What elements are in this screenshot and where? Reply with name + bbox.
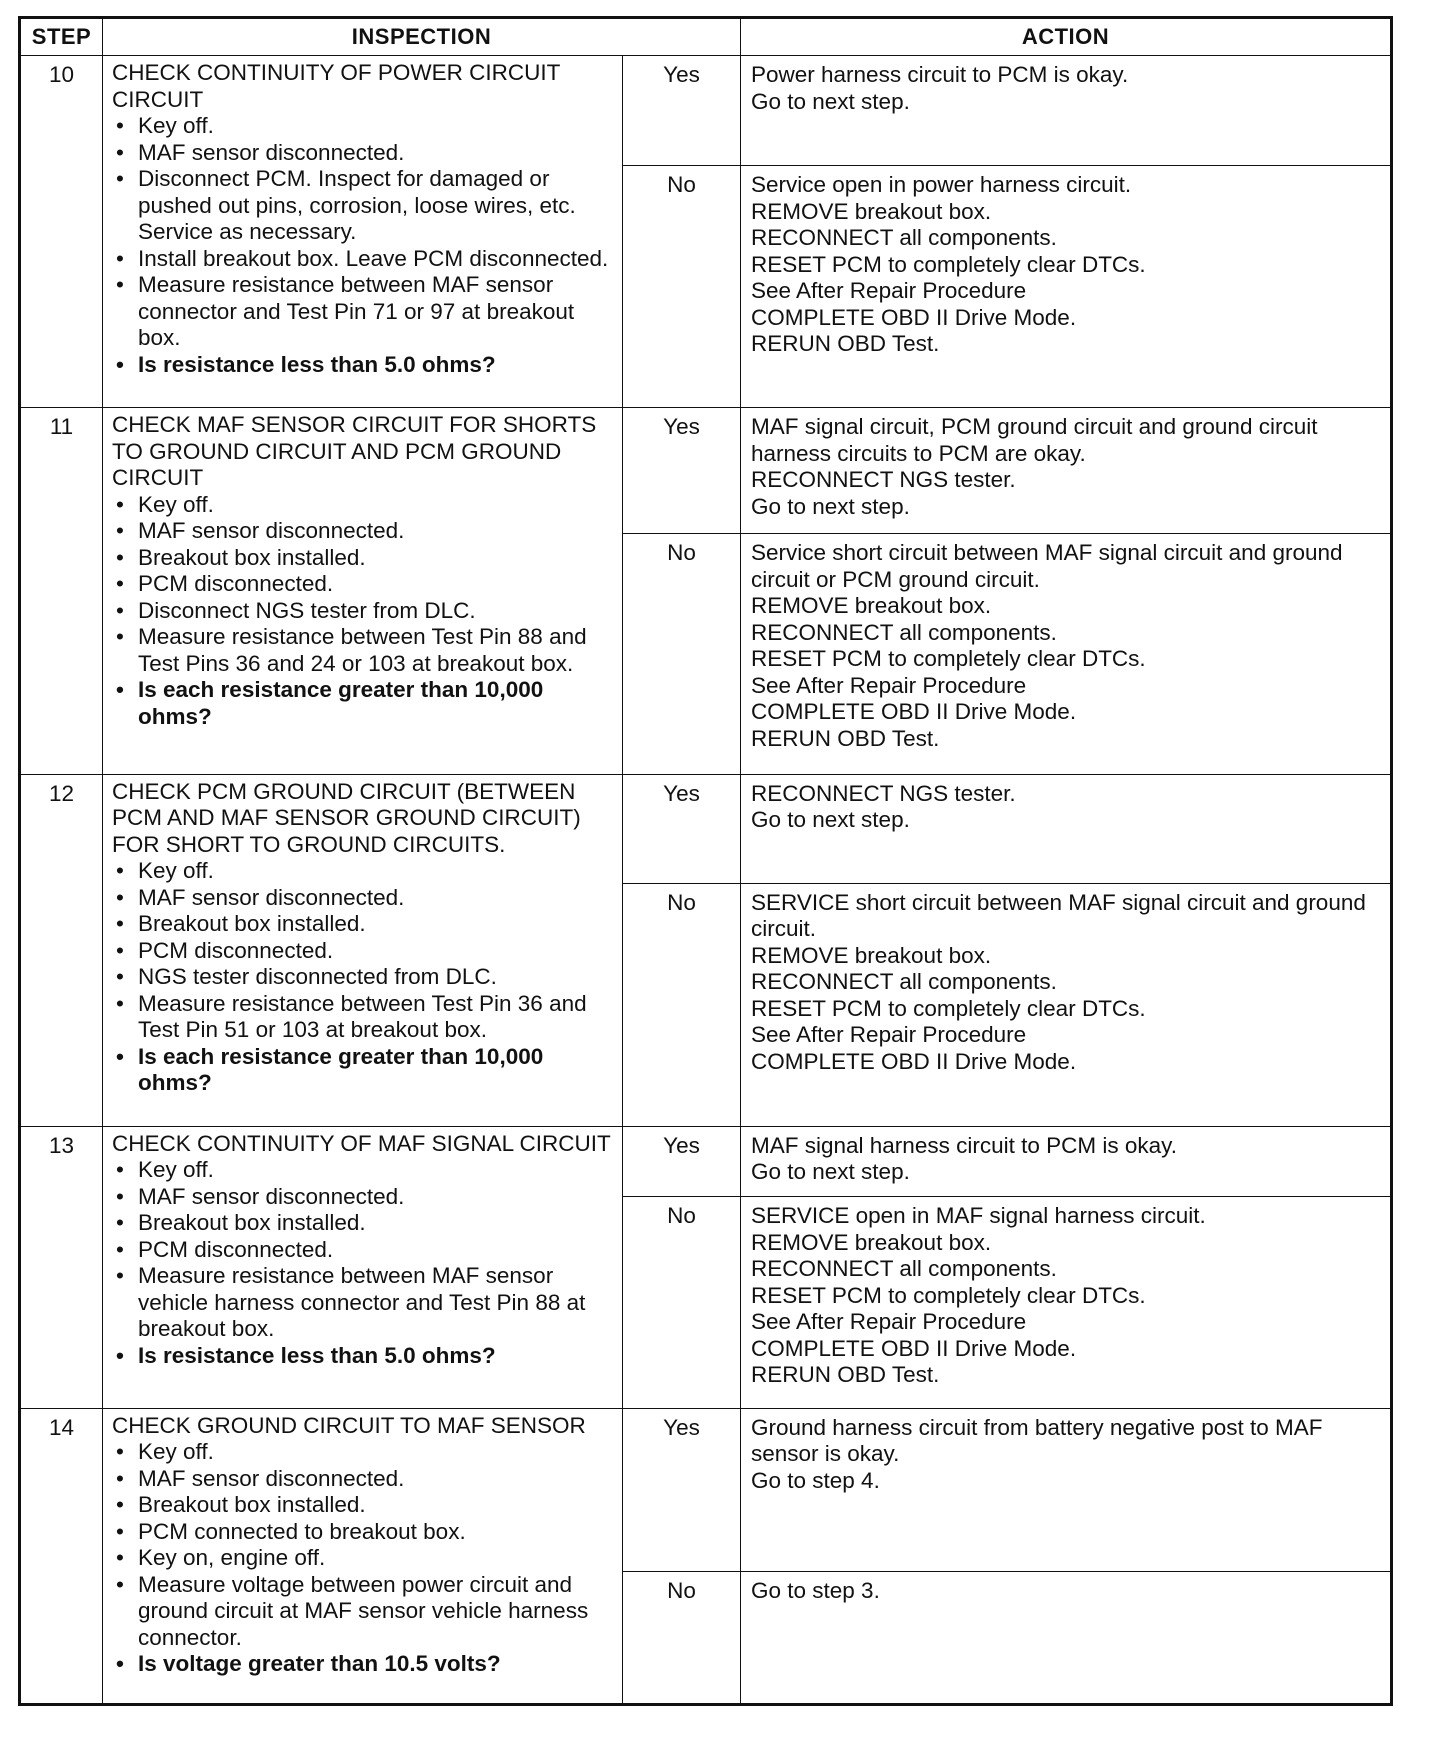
bullet-text: Breakout box installed.: [138, 544, 366, 570]
inspection-title: CHECK CONTINUITY OF POWER CIRCUIT CIRCUIT: [112, 60, 560, 112]
bullet-text: PCM disconnected.: [138, 571, 334, 597]
bullet-glyph: •: [116, 1183, 124, 1209]
action-yes-cell: [741, 774, 1391, 883]
step-row-yes: [21, 408, 1391, 534]
bullet-text: MAF sensor disconnected.: [138, 139, 405, 165]
bullet-text: Key off.: [138, 1439, 214, 1465]
bullet-text: Measure resistance between Test Pin 36 and Test Pin 51 or 103 at breakout box.: [138, 990, 587, 1043]
table-header-row: [21, 19, 1391, 56]
bullet-text: PCM connected to breakout box.: [138, 1518, 466, 1544]
action-line: RECONNECT all components.: [751, 969, 1057, 995]
bullet-glyph: •: [116, 113, 124, 138]
action-line: RECONNECT all components.: [751, 225, 1057, 251]
action-line: COMPLETE OBD II Drive Mode.: [751, 1335, 1077, 1361]
inspection-title: CHECK GROUND CIRCUIT TO MAF SENSOR: [112, 1412, 586, 1438]
bullet-glyph: •: [116, 1651, 124, 1677]
inspection-bullet-item: [112, 113, 612, 140]
inspection-bullet-item: [112, 272, 612, 352]
question-text: Is each resistance greater than 10,000 ohms?: [138, 677, 544, 729]
bullet-text: Measure voltage between power circuit and ground circuit at MAF sensor vehicle harness connector.: [138, 1571, 589, 1650]
action-yes-cell: [741, 408, 1391, 534]
bullet-text: Key off.: [138, 858, 214, 884]
action-no-cell: [741, 166, 1391, 408]
action-line: Service open in power harness circuit.: [751, 172, 1132, 198]
bullet-glyph: •: [116, 990, 124, 1016]
inspection-title: CHECK CONTINUITY OF MAF SIGNAL CIRCUIT: [112, 1130, 611, 1156]
inspection-bullet-item: [112, 571, 612, 598]
answer-yes-label: Yes: [623, 408, 741, 534]
inspection-bullet-item: [112, 598, 612, 625]
answer-no-label: No: [623, 1197, 741, 1409]
action-line: REMOVE breakout box.: [751, 198, 992, 224]
action-yes-cell: [741, 1126, 1391, 1196]
bullet-text: Key off.: [138, 491, 214, 517]
action-line: Ground harness circuit from battery negative post to MAF sensor is okay.: [751, 1414, 1323, 1467]
bullet-glyph: •: [116, 1263, 124, 1289]
bullet-text: PCM disconnected.: [138, 1236, 334, 1262]
diagnostic-table-frame: [18, 16, 1393, 1706]
action-no-cell: [741, 1572, 1391, 1704]
inspection-cell: [103, 408, 623, 774]
inspection-cell: [103, 56, 623, 408]
action-line: Service short circuit between MAF signal circuit and ground circuit or PCM ground circuit.: [751, 540, 1343, 592]
action-line: See After Repair Procedure: [751, 278, 1027, 304]
inspection-bullet-item: [112, 964, 612, 991]
step-row-yes: [21, 56, 1391, 166]
inspection-bullet-item: [112, 1210, 612, 1237]
action-line: RECONNECT all components.: [751, 619, 1057, 645]
inspection-bullet-item: [112, 492, 612, 519]
bullet-text: MAF sensor disconnected.: [138, 1465, 405, 1491]
action-line: RERUN OBD Test.: [751, 331, 940, 357]
action-line: See After Repair Procedure: [751, 1022, 1027, 1048]
bullet-glyph: •: [116, 571, 124, 597]
bullet-glyph: •: [116, 544, 124, 570]
step-row-yes: [21, 774, 1391, 883]
bullet-text: Install breakout box. Leave PCM disconnected.: [138, 245, 609, 271]
inspection-bullet-item: [112, 1184, 612, 1211]
inspection-question: [112, 1343, 612, 1370]
bullet-glyph: •: [116, 1157, 124, 1183]
inspection-bullet-item: [112, 624, 612, 677]
action-line: RERUN OBD Test.: [751, 1362, 940, 1387]
inspection-question: [112, 677, 612, 730]
bullet-glyph: •: [116, 1571, 124, 1597]
inspection-bullet-item: [112, 1157, 612, 1184]
inspection-bullet-list: [112, 492, 612, 731]
inspection-bullet-item: [112, 938, 612, 965]
bullet-text: MAF sensor disconnected.: [138, 518, 405, 544]
answer-yes-label: Yes: [623, 56, 741, 166]
bullet-text: Measure resistance between MAF sensor vehicle harness connector and Test Pin 88 at breakout box.: [138, 1263, 586, 1342]
question-text: Is each resistance greater than 10,000 ohms?: [138, 1043, 544, 1096]
answer-no-label: No: [623, 534, 741, 774]
header-step: STEP: [21, 19, 103, 56]
bullet-glyph: •: [116, 911, 124, 937]
action-line: RECONNECT NGS tester.: [751, 780, 1016, 806]
inspection-bullet-list: [112, 1439, 612, 1678]
step-number: 13: [21, 1126, 103, 1408]
bullet-text: Key off.: [138, 1157, 214, 1183]
action-line: REMOVE breakout box.: [751, 942, 992, 968]
action-line: SERVICE open in MAF signal harness circuit.: [751, 1203, 1206, 1228]
bullet-text: NGS tester disconnected from DLC.: [138, 964, 497, 990]
inspection-bullet-list: [112, 113, 612, 378]
step-number: 12: [21, 774, 103, 1126]
inspection-bullet-item: [112, 911, 612, 938]
bullet-glyph: •: [116, 964, 124, 990]
bullet-text: Measure resistance between MAF sensor connector and Test Pin 71 or 97 at breakout box.: [138, 272, 575, 350]
action-no-cell: [741, 534, 1391, 774]
bullet-glyph: •: [116, 677, 124, 703]
answer-yes-label: Yes: [623, 1408, 741, 1572]
bullet-glyph: •: [116, 597, 124, 623]
question-text: Is resistance less than 5.0 ohms?: [138, 351, 496, 377]
bullet-glyph: •: [116, 1492, 124, 1518]
inspection-cell: [103, 1126, 623, 1408]
action-line: Go to step 3.: [751, 1578, 880, 1604]
action-line: RESET PCM to completely clear DTCs.: [751, 646, 1146, 672]
inspection-bullet-item: [112, 1263, 612, 1343]
step-number: 11: [21, 408, 103, 774]
action-line: Go to next step.: [751, 1159, 910, 1185]
inspection-bullet-list: [112, 858, 612, 1097]
inspection-bullet-list: [112, 1157, 612, 1369]
answer-no-label: No: [623, 1572, 741, 1704]
action-line: RESET PCM to completely clear DTCs.: [751, 251, 1146, 277]
action-line: REMOVE breakout box.: [751, 593, 992, 619]
bullet-glyph: •: [116, 491, 124, 517]
bullet-glyph: •: [116, 1342, 124, 1368]
action-line: COMPLETE OBD II Drive Mode.: [751, 1048, 1077, 1074]
bullet-glyph: •: [116, 351, 124, 377]
bullet-text: Breakout box installed.: [138, 1492, 366, 1518]
action-line: See After Repair Procedure: [751, 1309, 1027, 1334]
inspection-cell: [103, 774, 623, 1126]
inspection-bullet-item: [112, 518, 612, 545]
bullet-glyph: •: [116, 1465, 124, 1491]
bullet-text: Disconnect NGS tester from DLC.: [138, 597, 476, 623]
inspection-bullet-item: [112, 858, 612, 885]
bullet-glyph: •: [116, 624, 124, 650]
bullet-text: MAF sensor disconnected.: [138, 1183, 405, 1209]
bullet-glyph: •: [116, 1210, 124, 1236]
bullet-text: MAF sensor disconnected.: [138, 884, 405, 910]
bullet-glyph: •: [116, 245, 124, 271]
action-line: Go to next step.: [751, 88, 910, 114]
answer-no-label: No: [623, 166, 741, 408]
bullet-glyph: •: [116, 858, 124, 884]
action-line: REMOVE breakout box.: [751, 1229, 992, 1255]
header-action: ACTION: [741, 19, 1391, 56]
bullet-text: Breakout box installed.: [138, 1210, 366, 1236]
answer-yes-label: Yes: [623, 1126, 741, 1196]
action-line: COMPLETE OBD II Drive Mode.: [751, 304, 1077, 330]
inspection-question: [112, 1044, 612, 1097]
inspection-bullet-item: [112, 1572, 612, 1652]
action-line: SERVICE short circuit between MAF signal circuit and ground circuit.: [751, 889, 1366, 942]
bullet-glyph: •: [116, 139, 124, 165]
question-text: Is voltage greater than 10.5 volts?: [138, 1651, 501, 1677]
bullet-glyph: •: [116, 1439, 124, 1465]
inspection-cell: [103, 1408, 623, 1703]
inspection-title: CHECK PCM GROUND CIRCUIT (BETWEEN PCM AND MAF SENSOR GROUND CIRCUIT) FOR SHORT TO GROUND CIRCUITS.: [112, 778, 581, 857]
action-line: Go to next step.: [751, 807, 910, 833]
bullet-glyph: •: [116, 166, 124, 191]
action-yes-cell: [741, 1408, 1391, 1572]
bullet-text: Disconnect PCM. Inspect for damaged or pushed out pins, corrosion, loose wires, etc. Service as necessary.: [138, 166, 576, 244]
step-row-yes: [21, 1126, 1391, 1196]
bullet-text: PCM disconnected.: [138, 937, 334, 963]
inspection-bullet-item: [112, 1519, 612, 1546]
inspection-bullet-item: [112, 1439, 612, 1466]
inspection-bullet-item: [112, 246, 612, 273]
inspection-bullet-item: [112, 991, 612, 1044]
answer-no-label: No: [623, 883, 741, 1126]
bullet-glyph: •: [116, 518, 124, 544]
bullet-glyph: •: [116, 1236, 124, 1262]
action-line: MAF signal harness circuit to PCM is okay.: [751, 1132, 1177, 1158]
inspection-question: [112, 1651, 612, 1678]
inspection-bullet-item: [112, 1492, 612, 1519]
question-text: Is resistance less than 5.0 ohms?: [138, 1342, 496, 1368]
inspection-title: CHECK MAF SENSOR CIRCUIT FOR SHORTS TO GROUND CIRCUIT AND PCM GROUND CIRCUIT: [112, 412, 597, 491]
table-body: [21, 56, 1391, 1704]
action-line: RECONNECT all components.: [751, 1256, 1057, 1281]
action-no-cell: [741, 1197, 1391, 1409]
step-number: 14: [21, 1408, 103, 1703]
bullet-text: Key on, engine off.: [138, 1545, 326, 1571]
answer-yes-label: Yes: [623, 774, 741, 883]
bullet-glyph: •: [116, 937, 124, 963]
bullet-text: Measure resistance between Test Pin 88 and Test Pins 36 and 24 or 103 at breakout box.: [138, 624, 587, 676]
bullet-text: Key off.: [138, 113, 214, 138]
inspection-bullet-item: [112, 140, 612, 167]
inspection-bullet-item: [112, 545, 612, 572]
bullet-glyph: •: [116, 1545, 124, 1571]
action-no-cell: [741, 883, 1391, 1126]
header-inspection: INSPECTION: [103, 19, 741, 56]
inspection-question: [112, 352, 612, 379]
step-row-yes: [21, 1408, 1391, 1572]
bullet-glyph: •: [116, 1043, 124, 1069]
action-line: RECONNECT NGS tester.: [751, 467, 1016, 493]
action-line: RESET PCM to completely clear DTCs.: [751, 1282, 1146, 1308]
bullet-glyph: •: [116, 1518, 124, 1544]
inspection-bullet-item: [112, 1237, 612, 1264]
action-line: See After Repair Procedure: [751, 672, 1027, 698]
step-number: 10: [21, 56, 103, 408]
inspection-bullet-item: [112, 1466, 612, 1493]
diagnostic-table: [20, 18, 1391, 1704]
inspection-bullet-item: [112, 885, 612, 912]
inspection-bullet-item: [112, 166, 612, 246]
bullet-glyph: •: [116, 884, 124, 910]
action-line: RERUN OBD Test.: [751, 725, 940, 751]
action-line: RESET PCM to completely clear DTCs.: [751, 995, 1146, 1021]
action-line: Go to next step.: [751, 493, 910, 519]
action-line: Go to step 4.: [751, 1467, 880, 1493]
bullet-glyph: •: [116, 272, 124, 297]
action-yes-cell: [741, 56, 1391, 166]
action-line: MAF signal circuit, PCM ground circuit and ground circuit harness circuits to PCM are okay.: [751, 414, 1318, 466]
inspection-bullet-item: [112, 1545, 612, 1572]
action-line: COMPLETE OBD II Drive Mode.: [751, 699, 1077, 725]
action-line: Power harness circuit to PCM is okay.: [751, 62, 1129, 87]
bullet-text: Breakout box installed.: [138, 911, 366, 937]
